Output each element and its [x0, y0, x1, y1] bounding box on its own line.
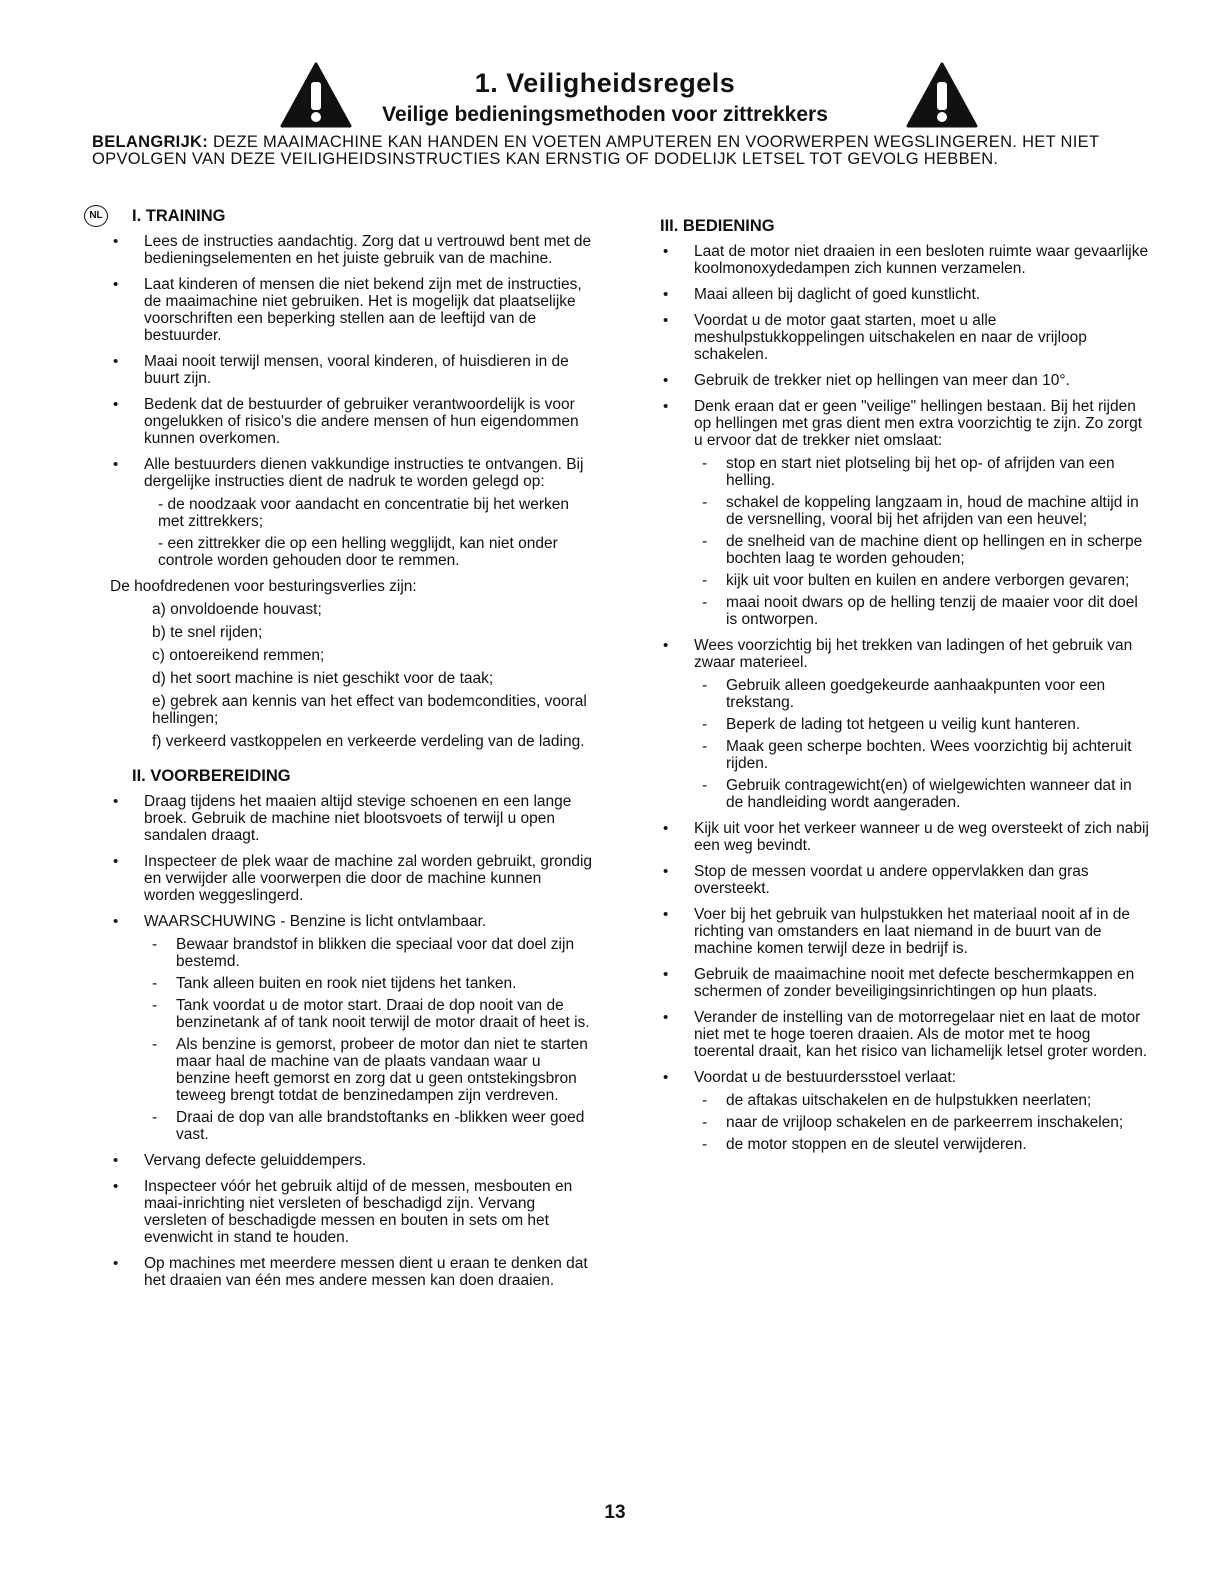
- sub-list-item: [694, 455, 1152, 489]
- sub-list-item: [694, 1092, 1152, 1109]
- sub-list-item-text: Gebruik contragewicht(en) of wielgewichten wanneer dat in de handleiding wordt aangeraden.: [726, 777, 1132, 811]
- list-item: [110, 276, 595, 344]
- dash-marker: -: [702, 533, 708, 550]
- section-title: [89, 207, 595, 225]
- sub-list-item-text: de snelheid van de machine dient op hellingen en in scherpe bochten laag te worden gehouden;: [726, 533, 1143, 567]
- bullet-dot: •: [663, 1009, 669, 1026]
- cause-item: a) onvoldoende houvast;: [152, 601, 322, 618]
- dash-marker: -: [702, 572, 708, 589]
- bullet-dot: •: [663, 1069, 669, 1086]
- dash-marker: -: [152, 1036, 158, 1053]
- sub-list-item: [144, 1036, 595, 1104]
- sub-list-item-text: Gebruik alleen goedgekeurde aanhaakpunten voor een trekstang.: [726, 677, 1106, 711]
- sub-list-item-text: Tank voordat u de motor start. Draai de dop nooit van de benzinetank af of tank nooit terwijl de motor draait of heet is.: [176, 997, 590, 1031]
- sub-list-item: [694, 494, 1152, 528]
- dash-marker: -: [702, 594, 708, 611]
- page-number: 13: [604, 1502, 626, 1523]
- list-item: [660, 1009, 1152, 1060]
- section-title-text: I. TRAINING: [132, 207, 226, 225]
- sub-list: [694, 677, 1152, 811]
- list-item: [660, 1069, 1152, 1153]
- dash-marker: -: [152, 936, 158, 953]
- list-item-text: Bedenk dat de bestuurder of gebruiker verantwoordelijk is voor ongelukken of risico's die andere mensen of hun eigendommen kunnen overkomen.: [144, 396, 579, 447]
- list-item: [660, 637, 1152, 811]
- list-item: [110, 853, 595, 904]
- sub-list-item-text: de motor stoppen en de sleutel verwijderen.: [726, 1136, 1027, 1153]
- sub-list-item-text: schakel de koppeling langzaam in, houd de machine altijd in de versnelling, vooral bij het afrijden van een heuvel;: [726, 494, 1139, 528]
- bullet-dot: •: [113, 276, 119, 293]
- list-item: [660, 372, 1152, 389]
- list-item-text: Alle bestuurders dienen vakkundige instructies te ontvangen. Bij dergelijke instructies dient de nadruk te worden gelegd op:: [144, 456, 584, 490]
- dash-marker: -: [702, 455, 708, 472]
- list-item: [110, 396, 595, 447]
- list-item: [110, 793, 595, 844]
- sub-list-item-text: Als benzine is gemorst, probeer de motor dan niet te starten maar haal de machine van de plaats vandaan waar u benzine heeft gemorst en zorg dat u geen ontstekingsbron teweeg brengt totdat de benzinedampen zijn verdreven.: [176, 1036, 588, 1104]
- bullet-list: [110, 233, 595, 569]
- sub-list-item: [144, 1109, 595, 1143]
- list-item: [110, 456, 595, 569]
- dash-marker: -: [152, 1109, 158, 1126]
- bullet-dot: •: [663, 637, 669, 654]
- sub-list-item-text: Draai de dop van alle brandstoftanks en -blikken weer goed vast.: [176, 1109, 585, 1143]
- bullet-dot: •: [663, 286, 669, 303]
- list-item: [110, 1178, 595, 1246]
- sub-list-item-text: de aftakas uitschakelen en de hulpstukken neerlaten;: [726, 1092, 1092, 1109]
- bullet-dot: •: [113, 913, 119, 930]
- list-item-text: Denk eraan dat er geen "veilige" hellingen bestaan. Bij het rijden op hellingen met gras dient men extra voorzichtig te zijn. Zo zorgt u ervoor dat de trekker niet omslaat:: [694, 398, 1143, 449]
- sub-list: [694, 1092, 1152, 1153]
- list-item-text: Kijk uit voor het verkeer wanneer u de weg oversteekt of zich nabij een weg bevindt.: [694, 820, 1149, 854]
- bullet-dot: •: [663, 372, 669, 389]
- list-item-text: Voordat u de bestuurdersstoel verlaat:: [694, 1069, 956, 1086]
- list-item-text: Laat kinderen of mensen die niet bekend zijn met de instructies, de maaimachine niet gebruiken. Het is mogelijk dat plaatselijke voorschriften een beperking stellen aan de leeftijd van de bestuurder.: [144, 276, 582, 344]
- bullet-dot: •: [663, 312, 669, 329]
- list-item-text: Draag tijdens het maaien altijd stevige schoenen en een lange broek. Gebruik de machine niet blootsvoets of terwijl u open sandalen draagt.: [144, 793, 572, 844]
- cause-item: c) ontoereikend remmen;: [152, 647, 325, 664]
- sub-list-item-text: maai nooit dwars op de helling tenzij de maaier voor dit doel is ontworpen.: [726, 594, 1138, 628]
- dash-marker: -: [152, 997, 158, 1014]
- causes-intro: De hoofdredenen voor besturingsverlies zijn:: [110, 578, 417, 595]
- sub-list-item: [694, 594, 1152, 628]
- list-item-text: Voordat u de motor gaat starten, moet u alle meshulpstukkoppelingen uitschakelen en naar de vrijloop schakelen.: [694, 312, 1087, 363]
- page-title: 1. Veiligheidsregels: [474, 68, 736, 98]
- sub-list-item-text: Tank alleen buiten en rook niet tijdens het tanken.: [176, 975, 517, 992]
- bullet-dot: •: [663, 243, 669, 260]
- cause-item: f) verkeerd vastkoppelen en verkeerde verdeling van de lading.: [152, 733, 585, 750]
- sub-list-item: [144, 975, 595, 992]
- sub-list-item: [694, 738, 1152, 772]
- bullet-dot: •: [663, 966, 669, 983]
- important-label: BELANGRIJK:: [92, 133, 209, 151]
- sub-list-item: [144, 936, 595, 970]
- cause-item: d) het soort machine is niet geschikt voor de taak;: [152, 670, 494, 687]
- bullet-dot: •: [113, 1178, 119, 1195]
- sub-list-item: [694, 677, 1152, 711]
- sub-list-item-text: - een zittrekker die op een helling wegglijdt, kan niet onder controle worden gehouden door te remmen.: [158, 535, 558, 569]
- bullet-dot: •: [663, 398, 669, 415]
- sub-list-item: [694, 533, 1152, 567]
- list-item: [110, 353, 595, 387]
- list-item-text: Vervang defecte geluiddempers.: [144, 1152, 367, 1169]
- list-item-text: Gebruik de maaimachine nooit met defecte beschermkappen en schermen of zonder beveiligingsinrichtingen op hun plaats.: [694, 966, 1135, 1000]
- dash-marker: -: [702, 1114, 708, 1131]
- bullet-list: [110, 793, 595, 1289]
- bullet-dot: •: [113, 233, 119, 250]
- dash-marker: -: [702, 777, 708, 794]
- sub-list: [694, 455, 1152, 628]
- section-operation: [660, 218, 1152, 1153]
- list-item-text: Inspecteer de plek waar de machine zal worden gebruikt, grondig en verwijder alle voorwerpen die door de machine kunnen worden weggeslingerd.: [144, 853, 593, 904]
- dash-marker: -: [702, 494, 708, 511]
- list-item-text: Maai alleen bij daglicht of goed kunstlicht.: [694, 286, 981, 303]
- list-item-text: Inspecteer vóór het gebruik altijd of de messen, mesbouten en maai-inrichting niet versleten of beschadigd zijn. Vervang versleten of beschadigde messen en bouten in sets om het evenwicht in stand te houden.: [144, 1178, 573, 1246]
- list-item: [660, 863, 1152, 897]
- page-subtitle: Veilige bedieningsmethoden voor zittrekkers: [382, 103, 828, 126]
- language-badge: NL: [84, 205, 108, 227]
- section-title: [132, 768, 595, 785]
- list-item: [110, 1255, 595, 1289]
- sub-list-item-text: naar de vrijloop schakelen en de parkeerrem inschakelen;: [726, 1114, 1124, 1131]
- list-item: [660, 312, 1152, 363]
- section-title-text: II. VOORBEREIDING: [132, 767, 291, 785]
- sub-list-item: [144, 997, 595, 1031]
- list-item: [110, 233, 595, 267]
- bullet-dot: •: [663, 863, 669, 880]
- list-item-text: Gebruik de trekker niet op hellingen van meer dan 10°.: [694, 372, 1070, 389]
- bullet-dot: •: [113, 396, 119, 413]
- sub-list: [144, 496, 595, 569]
- list-item: [660, 243, 1152, 277]
- section-title-text: III. BEDIENING: [660, 217, 775, 235]
- dash-marker: -: [702, 716, 708, 733]
- list-item: [660, 398, 1152, 628]
- list-item: [660, 286, 1152, 303]
- dash-marker: -: [702, 738, 708, 755]
- sub-list-item: [694, 1114, 1152, 1131]
- list-item-text: Maai nooit terwijl mensen, vooral kinderen, of huisdieren in de buurt zijn.: [144, 353, 569, 387]
- list-item-text: Stop de messen voordat u andere oppervlakken dan gras oversteekt.: [694, 863, 1089, 897]
- list-item: [110, 1152, 595, 1169]
- sub-list-item: [694, 572, 1152, 589]
- sub-list-item-text: kijk uit voor bulten en kuilen en andere verborgen gevaren;: [726, 572, 1130, 589]
- important-text: DEZE MAAIMACHINE KAN HANDEN EN VOETEN AMPUTEREN EN VOORWERPEN WEGSLINGEREN. HET NIET OPVOLGEN VAN DEZE VEILIGHEIDSINSTRUCTIES KAN ERNSTIG OF DODELIJK LETSEL TOT GEVOLG HEBBEN.: [92, 133, 1100, 168]
- list-item: [660, 820, 1152, 854]
- causes-list: [110, 601, 595, 750]
- bullet-dot: •: [113, 853, 119, 870]
- sub-list-item: [694, 716, 1152, 733]
- sub-list-item-text: stop en start niet plotseling bij het op- of afrijden van een helling.: [726, 455, 1115, 489]
- list-item-text: Wees voorzichtig bij het trekken van ladingen of het gebruik van zwaar materieel.: [694, 637, 1133, 671]
- bullet-dot: •: [113, 793, 119, 810]
- dash-marker: -: [702, 1136, 708, 1153]
- dash-marker: -: [702, 677, 708, 694]
- sub-list-item: [694, 777, 1152, 811]
- list-item-text: WAARSCHUWING - Benzine is licht ontvlambaar.: [144, 913, 487, 930]
- dash-marker: -: [152, 975, 158, 992]
- list-item-text: Voer bij het gebruik van hulpstukken het materiaal nooit af in de richting van omstanders en laat niemand in de buurt van de machine komen terwijl deze in bedrijf is.: [694, 906, 1130, 957]
- list-item: [660, 906, 1152, 957]
- list-item: [660, 966, 1152, 1000]
- right-column: [660, 218, 1152, 1162]
- list-item-text: Op machines met meerdere messen dient u eraan te denken dat het draaien van één mes andere messen kan doen draaien.: [144, 1255, 588, 1289]
- section-preparation: [110, 768, 595, 1289]
- sub-list-item: [144, 496, 595, 530]
- bullet-dot: •: [113, 1255, 119, 1272]
- list-item-text: Lees de instructies aandachtig. Zorg dat u vertrouwd bent met de bedieningselementen en het juiste gebruik van de machine.: [144, 233, 592, 267]
- bullet-list: [660, 243, 1152, 1153]
- sub-list-item: [144, 535, 595, 569]
- section-training: [89, 207, 595, 569]
- cause-item: e) gebrek aan kennis van het effect van bodemcondities, vooral hellingen;: [152, 693, 587, 727]
- bullet-dot: •: [663, 820, 669, 837]
- important-warning: [92, 134, 1162, 168]
- sub-list-item-text: Maak geen scherpe bochten. Wees voorzichtig bij achteruit rijden.: [726, 738, 1132, 772]
- sub-list: [144, 936, 595, 1143]
- sub-list-item-text: - de noodzaak voor aandacht en concentratie bij het werken met zittrekkers;: [158, 496, 570, 530]
- cause-item: b) te snel rijden;: [152, 624, 263, 641]
- list-item-text: Verander de instelling van de motorregelaar niet en laat de motor niet met te hoge toeren draaien. Als de motor met te hoog toerental draait, kan het risico van lichamelijk letsel groter worden.: [694, 1009, 1148, 1060]
- sub-list-item-text: Beperk de lading tot hetgeen u veilig kunt hanteren.: [726, 716, 1081, 733]
- sub-list-item: [694, 1136, 1152, 1153]
- sub-list-item-text: Bewaar brandstof in blikken die speciaal voor dat doel zijn bestemd.: [176, 936, 575, 970]
- section-title: [660, 218, 1152, 235]
- bullet-dot: •: [113, 353, 119, 370]
- dash-marker: -: [702, 1092, 708, 1109]
- list-item-text: Laat de motor niet draaien in een besloten ruimte waar gevaarlijke koolmonoxydedampen zich kunnen verzamelen.: [694, 243, 1149, 277]
- bullet-dot: •: [113, 456, 119, 473]
- warning-triangle-icon: [906, 62, 978, 128]
- bullet-dot: •: [663, 906, 669, 923]
- list-item: [110, 913, 595, 1143]
- left-column: [89, 207, 595, 1298]
- bullet-dot: •: [113, 1152, 119, 1169]
- page-header: [0, 62, 1210, 134]
